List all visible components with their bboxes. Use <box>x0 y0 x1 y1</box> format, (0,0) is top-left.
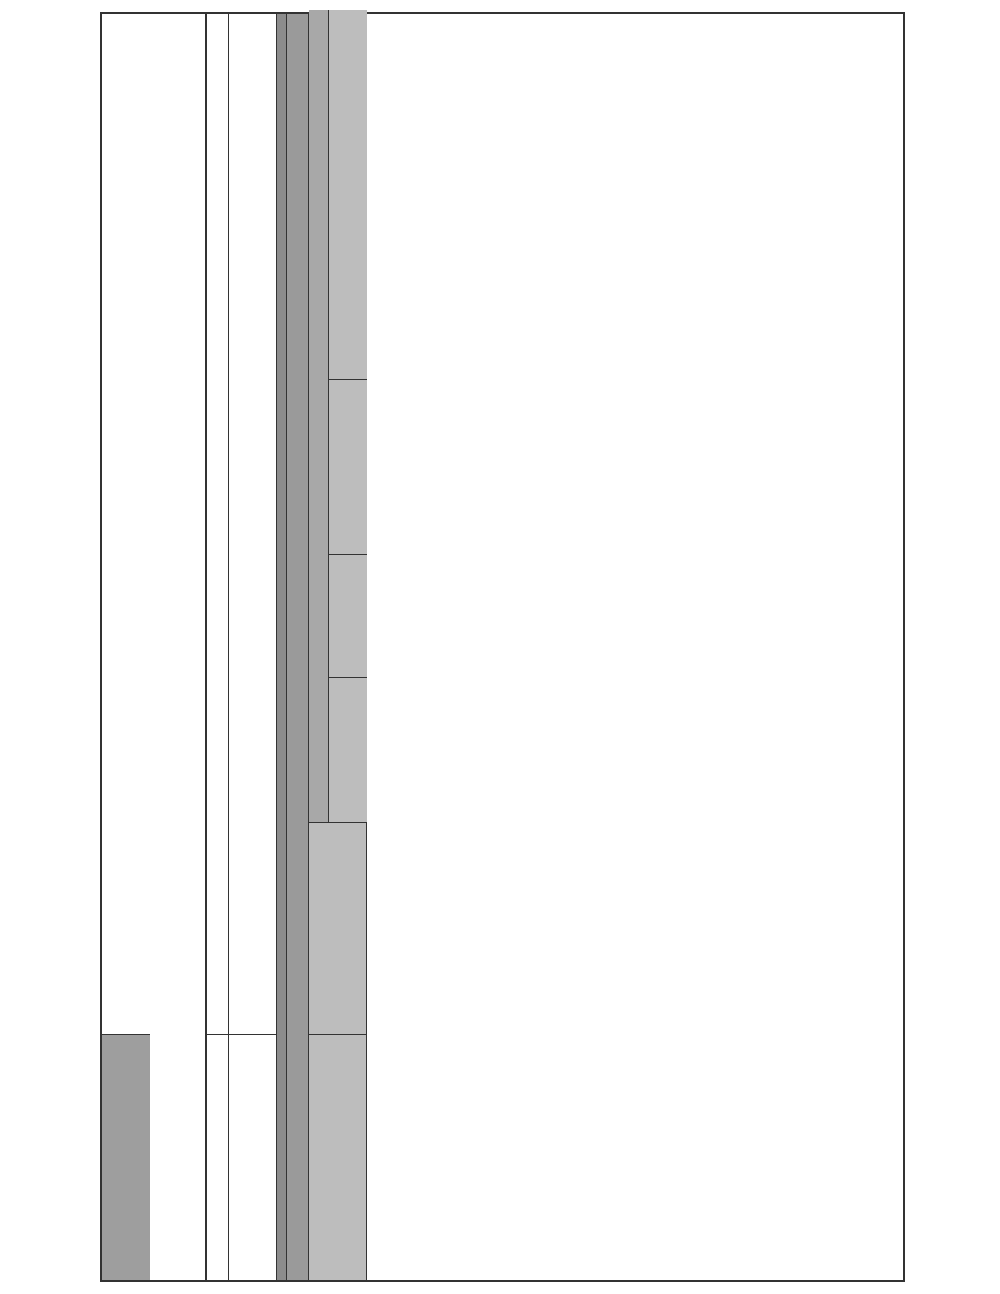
funcionario-label <box>102 1034 150 1280</box>
header-empresa <box>309 1034 366 1280</box>
gray-divider <box>277 14 287 1280</box>
header-correo <box>329 10 367 379</box>
section-title <box>287 14 309 1280</box>
invitation-row <box>207 14 229 1280</box>
object-value <box>229 14 276 1034</box>
description-band <box>309 10 329 822</box>
table-header <box>309 14 367 1280</box>
header-telefono <box>329 554 367 677</box>
invitation-label <box>207 1034 228 1280</box>
object-row <box>229 14 277 1280</box>
attendance-sheet <box>100 12 905 1282</box>
funcionario-signatures <box>102 10 150 1034</box>
invitation-value <box>207 14 228 1034</box>
object-label <box>229 1034 276 1280</box>
header-firma <box>329 379 367 554</box>
header-cedula <box>329 677 367 822</box>
funcionario-row <box>102 14 150 1280</box>
header-nombre <box>309 822 366 1034</box>
